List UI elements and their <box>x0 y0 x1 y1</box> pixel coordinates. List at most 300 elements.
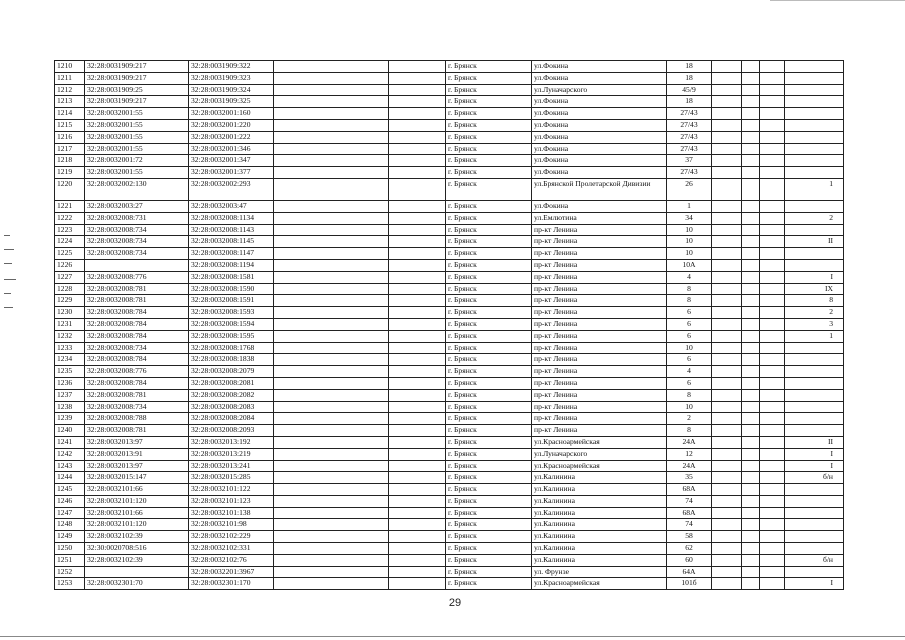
row-number-cell: 1224 <box>55 236 85 248</box>
scan-edge-line-bottom <box>0 636 905 637</box>
row-number-cell: 1249 <box>55 531 85 543</box>
city-cell: г. Брянск <box>446 448 532 460</box>
street-cell: ул.Калинина <box>532 484 667 496</box>
cadastral-number-cell: 32:28:0031909:325 <box>189 96 274 108</box>
building-corpus-cell: 1 <box>785 178 844 200</box>
row-number-cell: 1219 <box>55 167 85 179</box>
house-number-cell: 74 <box>667 519 712 531</box>
street-cell: пр-кт Ленина <box>532 259 667 271</box>
table-row <box>55 108 844 120</box>
row-number-cell: 1222 <box>55 212 85 224</box>
parent-cadastral-number-cell: 32:28:0032008:734 <box>85 401 189 413</box>
row-number-cell: 1245 <box>55 484 85 496</box>
cadastral-number-cell: 32:28:0031909:322 <box>189 61 274 73</box>
table-row <box>55 495 844 507</box>
row-number-cell: 1246 <box>55 495 85 507</box>
empty-cell <box>742 425 760 437</box>
city-cell: г. Брянск <box>446 401 532 413</box>
empty-cell <box>742 460 760 472</box>
street-cell: ул.Красноармейская <box>532 578 667 590</box>
row-number-cell: 1211 <box>55 72 85 84</box>
table-row <box>55 543 844 555</box>
empty-cell <box>760 259 785 271</box>
cadastral-number-cell: 32:28:0032008:1768 <box>189 342 274 354</box>
table-row <box>55 271 844 283</box>
empty-cell <box>742 389 760 401</box>
empty-cell <box>742 531 760 543</box>
row-number-cell: 1235 <box>55 366 85 378</box>
street-cell: ул.Фокина <box>532 131 667 143</box>
empty-cell <box>760 108 785 120</box>
parent-cadastral-number-cell: 32:28:0032001:55 <box>85 119 189 131</box>
empty-cell <box>274 178 389 200</box>
city-cell: г. Брянск <box>446 484 532 496</box>
empty-cell <box>742 295 760 307</box>
street-cell: ул.Брянской Пролетарской Дивизии <box>532 178 667 200</box>
cadastral-number-cell: 32:28:0032008:1591 <box>189 295 274 307</box>
empty-cell <box>742 271 760 283</box>
empty-cell <box>760 96 785 108</box>
empty-cell <box>389 484 446 496</box>
building-corpus-cell <box>785 72 844 84</box>
empty-cell <box>712 248 742 260</box>
table-row <box>55 307 844 319</box>
street-cell: ул.Калинина <box>532 495 667 507</box>
table-row <box>55 200 844 212</box>
empty-cell <box>712 377 742 389</box>
cadastral-number-cell: 32:28:0032201:3967 <box>189 566 274 578</box>
empty-cell <box>389 248 446 260</box>
building-corpus-cell <box>785 413 844 425</box>
cadastral-register-table <box>54 60 844 590</box>
cadastral-number-cell: 32:28:0032008:1147 <box>189 248 274 260</box>
table-row <box>55 84 844 96</box>
parent-cadastral-number-cell: 32:28:0032008:781 <box>85 389 189 401</box>
row-number-cell: 1214 <box>55 108 85 120</box>
city-cell: г. Брянск <box>446 460 532 472</box>
house-number-cell: 10 <box>667 401 712 413</box>
empty-cell <box>742 354 760 366</box>
cadastral-number-cell: 32:28:0032101:123 <box>189 495 274 507</box>
house-number-cell: 68А <box>667 507 712 519</box>
cadastral-number-cell: 32:28:0032008:1145 <box>189 236 274 248</box>
table-row <box>55 448 844 460</box>
house-number-cell: 4 <box>667 366 712 378</box>
cadastral-number-cell: 32:28:0032008:1134 <box>189 212 274 224</box>
city-cell: г. Брянск <box>446 354 532 366</box>
empty-cell <box>712 178 742 200</box>
street-cell: ул.Красноармейская <box>532 436 667 448</box>
house-number-cell: 27/43 <box>667 167 712 179</box>
street-cell: ул.Фокина <box>532 143 667 155</box>
row-number-cell: 1232 <box>55 330 85 342</box>
house-number-cell: 26 <box>667 178 712 200</box>
parent-cadastral-number-cell: 32:28:0032013:97 <box>85 460 189 472</box>
parent-cadastral-number-cell: 32:28:0032008:731 <box>85 212 189 224</box>
empty-cell <box>389 436 446 448</box>
empty-cell <box>712 507 742 519</box>
parent-cadastral-number-cell: 32:28:0032001:55 <box>85 131 189 143</box>
table-row <box>55 425 844 437</box>
parent-cadastral-number-cell: 32:28:0032001:55 <box>85 143 189 155</box>
empty-cell <box>712 425 742 437</box>
house-number-cell: 18 <box>667 61 712 73</box>
city-cell: г. Брянск <box>446 495 532 507</box>
empty-cell <box>389 495 446 507</box>
empty-cell <box>389 342 446 354</box>
parent-cadastral-number-cell: 32:28:0032101:120 <box>85 495 189 507</box>
empty-cell <box>389 413 446 425</box>
empty-cell <box>712 389 742 401</box>
empty-cell <box>712 167 742 179</box>
table-row <box>55 143 844 155</box>
building-corpus-cell <box>785 425 844 437</box>
empty-cell <box>760 155 785 167</box>
empty-cell <box>760 389 785 401</box>
empty-cell <box>274 578 389 590</box>
table-row <box>55 178 844 200</box>
city-cell: г. Брянск <box>446 578 532 590</box>
empty-cell <box>760 119 785 131</box>
empty-cell <box>760 330 785 342</box>
table-row <box>55 377 844 389</box>
empty-cell <box>760 484 785 496</box>
cadastral-number-cell: 32:28:0032015:285 <box>189 472 274 484</box>
city-cell: г. Брянск <box>446 366 532 378</box>
empty-cell <box>274 259 389 271</box>
empty-cell <box>274 377 389 389</box>
cadastral-number-cell: 32:28:0032101:98 <box>189 519 274 531</box>
cadastral-number-cell: 32:28:0032008:1593 <box>189 307 274 319</box>
empty-cell <box>760 200 785 212</box>
empty-cell <box>712 484 742 496</box>
empty-cell <box>389 61 446 73</box>
parent-cadastral-number-cell: 32:28:0032013:97 <box>85 436 189 448</box>
empty-cell <box>742 342 760 354</box>
house-number-cell: 18 <box>667 96 712 108</box>
empty-cell <box>742 366 760 378</box>
empty-cell <box>389 167 446 179</box>
row-number-cell: 1239 <box>55 413 85 425</box>
table-row <box>55 119 844 131</box>
building-corpus-cell <box>785 96 844 108</box>
empty-cell <box>389 531 446 543</box>
parent-cadastral-number-cell: 32:28:0032008:781 <box>85 295 189 307</box>
city-cell: г. Брянск <box>446 566 532 578</box>
empty-cell <box>760 531 785 543</box>
empty-cell <box>274 413 389 425</box>
empty-cell <box>760 460 785 472</box>
street-cell: пр-кт Ленина <box>532 354 667 366</box>
city-cell: г. Брянск <box>446 330 532 342</box>
empty-cell <box>760 425 785 437</box>
house-number-cell: 68А <box>667 484 712 496</box>
empty-cell <box>389 307 446 319</box>
building-corpus-cell <box>785 484 844 496</box>
empty-cell <box>742 131 760 143</box>
street-cell: пр-кт Ленина <box>532 366 667 378</box>
empty-cell <box>389 330 446 342</box>
parent-cadastral-number-cell <box>85 259 189 271</box>
cadastral-number-cell: 32:28:0032008:1595 <box>189 330 274 342</box>
parent-cadastral-number-cell: 32:28:0032015:147 <box>85 472 189 484</box>
empty-cell <box>389 460 446 472</box>
empty-cell <box>742 259 760 271</box>
street-cell: ул.Калинина <box>532 554 667 566</box>
empty-cell <box>712 354 742 366</box>
empty-cell <box>274 224 389 236</box>
street-cell: ул.Фокина <box>532 108 667 120</box>
empty-cell <box>760 472 785 484</box>
empty-cell <box>274 519 389 531</box>
building-corpus-cell <box>785 224 844 236</box>
empty-cell <box>760 271 785 283</box>
cadastral-number-cell: 32:28:0032008:1581 <box>189 271 274 283</box>
table-row <box>55 342 844 354</box>
empty-cell <box>760 495 785 507</box>
table-row <box>55 436 844 448</box>
empty-cell <box>742 178 760 200</box>
cadastral-number-cell: 32:28:0032008:2084 <box>189 413 274 425</box>
table-row <box>55 283 844 295</box>
parent-cadastral-number-cell: 32:28:0032008:734 <box>85 342 189 354</box>
city-cell: г. Брянск <box>446 259 532 271</box>
empty-cell <box>274 484 389 496</box>
empty-cell <box>274 248 389 260</box>
building-corpus-cell <box>785 119 844 131</box>
house-number-cell: 6 <box>667 377 712 389</box>
parent-cadastral-number-cell: 32:28:0032008:784 <box>85 354 189 366</box>
city-cell: г. Брянск <box>446 554 532 566</box>
empty-cell <box>742 507 760 519</box>
empty-cell <box>389 200 446 212</box>
empty-cell <box>389 578 446 590</box>
cadastral-number-cell: 32:28:0032008:1143 <box>189 224 274 236</box>
empty-cell <box>274 84 389 96</box>
building-corpus-cell <box>785 259 844 271</box>
empty-cell <box>389 178 446 200</box>
building-corpus-cell: б/н <box>785 472 844 484</box>
empty-cell <box>712 366 742 378</box>
empty-cell <box>389 566 446 578</box>
building-corpus-cell: I <box>785 460 844 472</box>
building-corpus-cell <box>785 342 844 354</box>
empty-cell <box>389 155 446 167</box>
row-number-cell: 1213 <box>55 96 85 108</box>
empty-cell <box>389 448 446 460</box>
empty-cell <box>274 366 389 378</box>
building-corpus-cell <box>785 200 844 212</box>
empty-cell <box>389 554 446 566</box>
empty-cell <box>274 200 389 212</box>
city-cell: г. Брянск <box>446 472 532 484</box>
city-cell: г. Брянск <box>446 84 532 96</box>
empty-cell <box>742 307 760 319</box>
table-row <box>55 401 844 413</box>
empty-cell <box>760 178 785 200</box>
empty-cell <box>760 307 785 319</box>
city-cell: г. Брянск <box>446 519 532 531</box>
empty-cell <box>389 119 446 131</box>
parent-cadastral-number-cell: 32:28:0031909:217 <box>85 96 189 108</box>
building-corpus-cell <box>785 248 844 260</box>
empty-cell <box>389 259 446 271</box>
city-cell: г. Брянск <box>446 248 532 260</box>
cadastral-number-cell: 32:28:0032001:220 <box>189 119 274 131</box>
parent-cadastral-number-cell: 32:28:0032008:784 <box>85 318 189 330</box>
empty-cell <box>742 119 760 131</box>
house-number-cell: 27/43 <box>667 119 712 131</box>
empty-cell <box>389 131 446 143</box>
building-corpus-cell: II <box>785 436 844 448</box>
house-number-cell: 58 <box>667 531 712 543</box>
table-row <box>55 566 844 578</box>
empty-cell <box>274 108 389 120</box>
table-row <box>55 484 844 496</box>
empty-cell <box>760 84 785 96</box>
empty-cell <box>712 495 742 507</box>
house-number-cell: 10 <box>667 342 712 354</box>
empty-cell <box>274 167 389 179</box>
empty-cell <box>274 543 389 555</box>
empty-cell <box>760 295 785 307</box>
empty-cell <box>274 472 389 484</box>
cadastral-number-cell: 32:28:0032008:1838 <box>189 354 274 366</box>
empty-cell <box>712 519 742 531</box>
table-row <box>55 259 844 271</box>
row-number-cell: 1220 <box>55 178 85 200</box>
parent-cadastral-number-cell: 32:28:0032101:66 <box>85 484 189 496</box>
empty-cell <box>712 318 742 330</box>
empty-cell <box>274 401 389 413</box>
row-number-cell: 1227 <box>55 271 85 283</box>
empty-cell <box>389 543 446 555</box>
parent-cadastral-number-cell: 32:28:0032102:39 <box>85 531 189 543</box>
building-corpus-cell <box>785 519 844 531</box>
cadastral-number-cell: 32:28:0031909:324 <box>189 84 274 96</box>
empty-cell <box>389 295 446 307</box>
empty-cell <box>389 425 446 437</box>
empty-cell <box>274 436 389 448</box>
house-number-cell: 10 <box>667 248 712 260</box>
empty-cell <box>712 578 742 590</box>
empty-cell <box>274 389 389 401</box>
row-number-cell: 1241 <box>55 436 85 448</box>
parent-cadastral-number-cell: 32:28:0032008:788 <box>85 413 189 425</box>
empty-cell <box>742 330 760 342</box>
empty-cell <box>712 212 742 224</box>
empty-cell <box>742 61 760 73</box>
empty-cell <box>760 318 785 330</box>
row-number-cell: 1243 <box>55 460 85 472</box>
city-cell: г. Брянск <box>446 212 532 224</box>
city-cell: г. Брянск <box>446 531 532 543</box>
empty-cell <box>274 318 389 330</box>
empty-cell <box>712 224 742 236</box>
street-cell: ул.Калинина <box>532 507 667 519</box>
city-cell: г. Брянск <box>446 342 532 354</box>
city-cell: г. Брянск <box>446 61 532 73</box>
table-row <box>55 354 844 366</box>
row-number-cell: 1229 <box>55 295 85 307</box>
parent-cadastral-number-cell: 32:28:0031909:25 <box>85 84 189 96</box>
building-corpus-cell <box>785 131 844 143</box>
empty-cell <box>742 248 760 260</box>
house-number-cell: 60 <box>667 554 712 566</box>
empty-cell <box>760 224 785 236</box>
empty-cell <box>760 519 785 531</box>
table-row <box>55 167 844 179</box>
empty-cell <box>274 425 389 437</box>
parent-cadastral-number-cell: 32:28:0032102:39 <box>85 554 189 566</box>
street-cell: ул.Емлютина <box>532 212 667 224</box>
empty-cell <box>712 96 742 108</box>
table-body <box>55 61 844 590</box>
house-number-cell: 10А <box>667 259 712 271</box>
parent-cadastral-number-cell: 32:28:0032008:776 <box>85 271 189 283</box>
street-cell: ул.Луначарского <box>532 84 667 96</box>
building-corpus-cell: 1 <box>785 330 844 342</box>
parent-cadastral-number-cell: 32:28:0032002:130 <box>85 178 189 200</box>
row-number-cell: 1218 <box>55 155 85 167</box>
city-cell: г. Брянск <box>446 543 532 555</box>
empty-cell <box>742 167 760 179</box>
empty-cell <box>712 330 742 342</box>
empty-cell <box>274 212 389 224</box>
table-row <box>55 248 844 260</box>
empty-cell <box>760 554 785 566</box>
cadastral-number-cell: 32:28:0032008:2081 <box>189 377 274 389</box>
parent-cadastral-number-cell: 32:28:0032003:27 <box>85 200 189 212</box>
row-number-cell: 1234 <box>55 354 85 366</box>
house-number-cell: 101б <box>667 578 712 590</box>
parent-cadastral-number-cell: 32:28:0032008:734 <box>85 224 189 236</box>
empty-cell <box>742 543 760 555</box>
empty-cell <box>742 143 760 155</box>
row-number-cell: 1228 <box>55 283 85 295</box>
cadastral-number-cell: 32:28:0032001:160 <box>189 108 274 120</box>
empty-cell <box>712 460 742 472</box>
city-cell: г. Брянск <box>446 200 532 212</box>
cadastral-number-cell: 32:28:0032001:377 <box>189 167 274 179</box>
empty-cell <box>389 224 446 236</box>
empty-cell <box>742 413 760 425</box>
building-corpus-cell: 2 <box>785 307 844 319</box>
empty-cell <box>712 413 742 425</box>
empty-cell <box>712 236 742 248</box>
empty-cell <box>760 61 785 73</box>
parent-cadastral-number-cell <box>85 566 189 578</box>
building-corpus-cell <box>785 566 844 578</box>
cadastral-number-cell: 32:28:0032008:2083 <box>189 401 274 413</box>
house-number-cell: 12 <box>667 448 712 460</box>
cadastral-number-cell: 32:28:0032102:76 <box>189 554 274 566</box>
building-corpus-cell <box>785 84 844 96</box>
row-number-cell: 1216 <box>55 131 85 143</box>
city-cell: г. Брянск <box>446 377 532 389</box>
empty-cell <box>389 519 446 531</box>
empty-cell <box>742 318 760 330</box>
cadastral-number-cell: 32:28:0032301:170 <box>189 578 274 590</box>
building-corpus-cell: I <box>785 448 844 460</box>
house-number-cell: 8 <box>667 283 712 295</box>
row-number-cell: 1225 <box>55 248 85 260</box>
row-number-cell: 1248 <box>55 519 85 531</box>
city-cell: г. Брянск <box>446 436 532 448</box>
empty-cell <box>274 554 389 566</box>
empty-cell <box>760 566 785 578</box>
parent-cadastral-number-cell: 32:28:0031909:217 <box>85 72 189 84</box>
